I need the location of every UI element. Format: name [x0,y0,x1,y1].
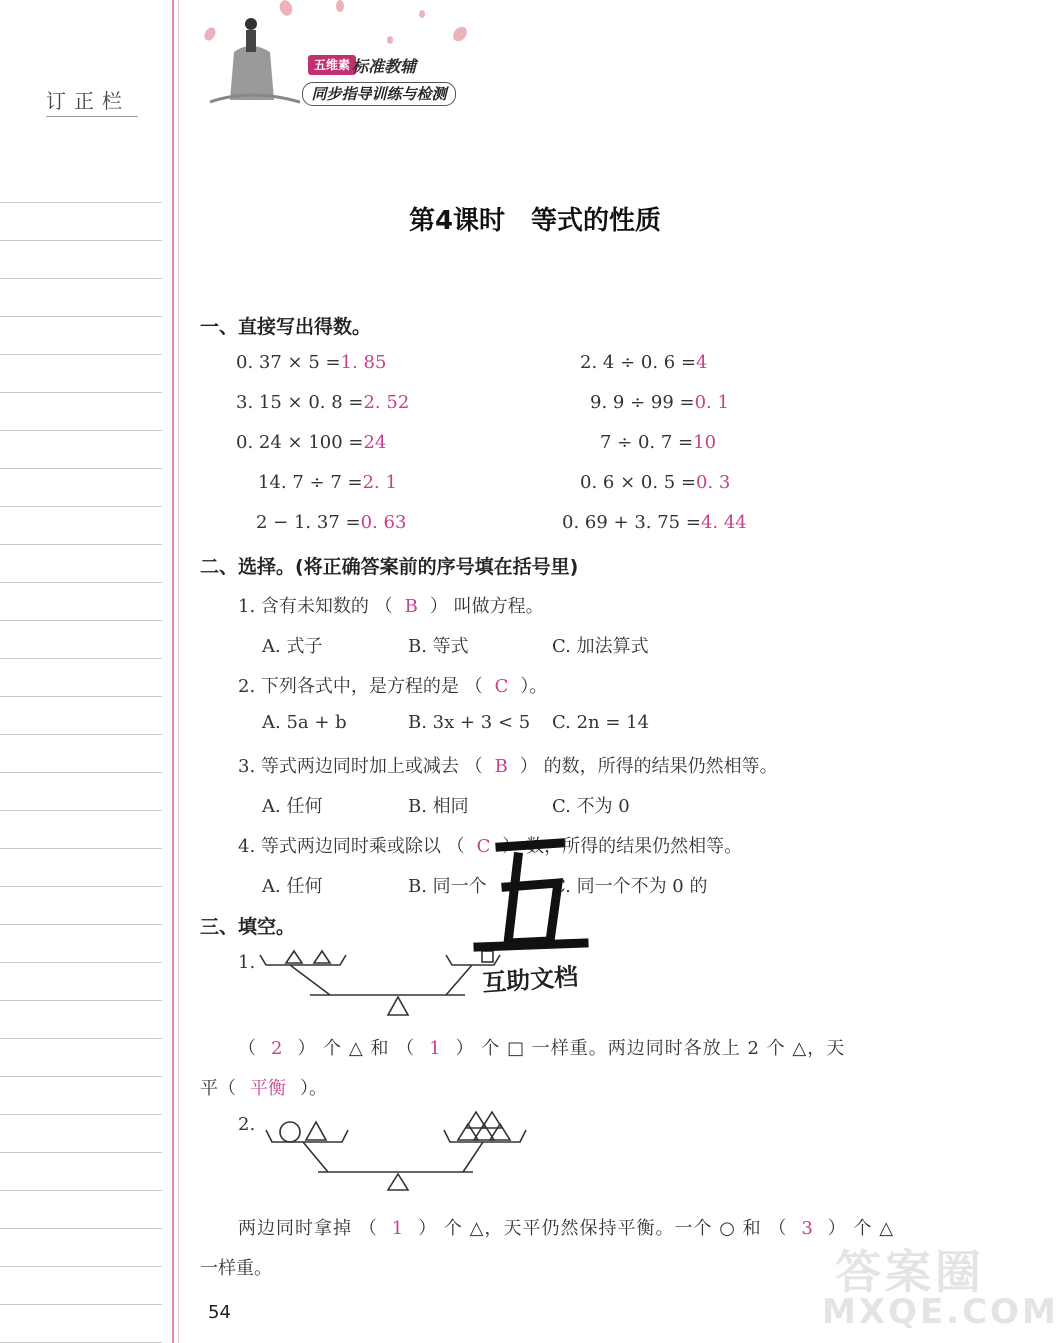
sidebar-ruled-line [0,658,162,659]
choice-option-c: C. 不为 0 [552,796,630,817]
calc-answer: 0. 63 [360,512,407,533]
q1-statement-cont [200,1074,327,1100]
section3-heading: 三、填空。 [200,916,296,938]
q2-number: 2. [238,1114,256,1135]
page-title: 第4课时 等式的性质 [408,206,662,236]
choice-option-c: C. 加法算式 [552,636,649,657]
fill-text: ）。 [300,1078,327,1099]
sidebar-ruled-line [0,468,162,469]
sidebar-ruled-line [0,544,162,545]
margin-divider [172,0,174,1343]
header-badge: 五维素 [308,55,356,75]
sidebar-ruled-line [0,848,162,849]
fill-answer: 平衡 [250,1078,286,1099]
choice-answer: B [494,756,508,777]
choice-question-2 [238,672,547,698]
fill-text: ） 个 △ 和 （ [297,1038,416,1059]
sidebar-ruled-line [0,316,162,317]
triangle-icon [314,951,330,963]
calc-answer: 24 [363,432,387,453]
calc-answer: 2. 52 [363,392,410,413]
calc-answer: 4. 44 [700,512,747,533]
sidebar-ruled-line [0,772,162,773]
page-number: 54 [208,1302,231,1323]
calc-answer: 10 [693,432,717,453]
calc-item-right-5 [562,512,747,533]
choice-option-a: A. 任何 [262,796,323,817]
calc-question: 7 ÷ 0. 7 = [600,432,694,453]
section1-heading: 一、直接写出得数。 [200,316,372,338]
triangle-icon [286,951,302,963]
q1-number: 1. [238,952,256,973]
sidebar-ruled-line [0,202,162,203]
fill-answer: 1 [429,1038,442,1059]
choice-text: ） 的数，所得的结果仍然相等。 [519,756,778,777]
sidebar-ruled-line [0,430,162,431]
sidebar-ruled-line [0,392,162,393]
watermark-text: 互助文档 [481,962,580,998]
corner-logo-url: MXQE.COM [822,1292,1059,1332]
calc-question: 3. 15 × 0. 8 = [236,392,364,413]
choice-text: 3. 等式两边同时加上或减去 （ [238,756,483,777]
calc-item-left-3 [236,432,386,453]
calc-item-left-4 [258,472,397,493]
choice-answer: C [494,676,509,697]
calc-question: 0. 24 × 100 = [236,432,364,453]
choice-text: ） 数，所得的结果仍然相等。 [502,836,743,857]
fill-text: 两边同时拿掉 （ [238,1218,378,1239]
sidebar-ruled-line [0,506,162,507]
balance-scale-2 [258,1110,538,1192]
sidebar-ruled-line [0,810,162,811]
sidebar-title: 订正栏 [46,86,138,117]
choice-question-3 [238,752,778,778]
choice-option-b: B. 同一个 [408,876,487,897]
sidebar-ruled-line [0,240,162,241]
sidebar-ruled-line [0,1190,162,1191]
sidebar-ruled-line [0,620,162,621]
sidebar-ruled-line [0,582,162,583]
choice-option-a: A. 式子 [262,636,323,657]
choice-option-c: C. 同一个不为 0 的 [552,876,708,897]
sidebar-ruled-line [0,354,162,355]
choice-option-b: B. 相同 [408,796,469,817]
fill-text: 平（ [200,1078,236,1099]
choice-text: ） 叫做方程。 [429,596,544,617]
calc-item-right-1 [580,352,707,373]
q2-statement-cont [200,1254,272,1280]
choice-option-a: A. 5a + b [262,712,347,733]
sidebar-ruled-line [0,1076,162,1077]
choice-text: ）。 [520,676,548,697]
choice-option-b: B. 3x + 3 < 5 [408,712,531,733]
sidebar-ruled-line [0,886,162,887]
sidebar-ruled-line [0,1304,162,1305]
choice-text: 1. 含有未知数的 （ [238,596,393,617]
fill-text: ） 个 △ [827,1218,895,1239]
sidebar-ruled-line [0,1000,162,1001]
corner-logo: 答案圈 [835,1245,985,1299]
calc-item-right-3 [600,432,716,453]
calc-answer: 1. 85 [340,352,387,373]
header-brand: 标准教辅 [352,57,417,76]
choice-text: 2. 下列各式中，是方程的是 （ [238,676,483,697]
header-subtitle: 同步指导训练与检测 [302,82,456,106]
q1-statement [238,1034,845,1060]
circle-icon [280,1122,300,1142]
correction-sidebar [0,0,162,1343]
choice-option-c: C. 2n = 14 [552,712,650,733]
section2-heading: 二、选择。(将正确答案前的序号填在括号里) [200,556,579,578]
sidebar-ruled-line [0,1038,162,1039]
calc-question: 0. 69 + 3. 75 = [562,512,701,533]
sidebar-ruled-line [0,696,162,697]
choice-option-b: B. 等式 [408,636,469,657]
calc-question: 2 − 1. 37 = [256,512,361,533]
sidebar-ruled-line [0,1152,162,1153]
fill-answer: 1 [391,1218,405,1239]
choice-option-a: A. 任何 [262,876,323,897]
sidebar-ruled-line [0,734,162,735]
calc-question: 2. 4 ÷ 0. 6 = [580,352,697,373]
calc-question: 9. 9 ÷ 99 = [590,392,695,413]
fill-answer: 2 [271,1038,284,1059]
calc-question: 0. 37 × 5 = [236,352,341,373]
calc-answer: 2. 1 [362,472,397,493]
fill-answer: 3 [801,1218,814,1239]
triangle-icon [306,1122,326,1140]
fill-text: （ [238,1038,257,1059]
fill-text: 一样重。 [200,1258,272,1279]
calc-answer: 0. 3 [696,472,731,493]
sidebar-ruled-line [0,962,162,963]
calc-item-right-4 [580,472,730,493]
calc-answer: 4 [696,352,708,373]
calc-item-left-1 [236,352,386,373]
margin-divider-inner [178,0,179,1343]
choice-text: 4. 等式两边同时乘或除以 （ [238,836,465,857]
sidebar-ruled-line [0,1266,162,1267]
calc-item-right-2 [590,392,729,413]
calc-item-left-2 [236,392,409,413]
calc-item-left-5 [256,512,406,533]
q2-statement [238,1214,894,1240]
fill-text: ） 个 □ 一样重。两边同时各放上 2 个 △，天 [455,1038,846,1059]
fill-text: ） 个 △，天平仍然保持平衡。一个 ○ 和 （ [418,1218,788,1239]
sidebar-ruled-line [0,278,162,279]
calc-question: 14. 7 ÷ 7 = [258,472,363,493]
choice-answer: B [404,596,418,617]
choice-answer: C [476,836,491,857]
choice-question-1 [238,592,544,618]
sidebar-ruled-line [0,1228,162,1229]
sidebar-ruled-line [0,924,162,925]
calc-answer: 0. 1 [694,392,729,413]
sidebar-ruled-line [0,1114,162,1115]
calc-question: 0. 6 × 0. 5 = [580,472,697,493]
